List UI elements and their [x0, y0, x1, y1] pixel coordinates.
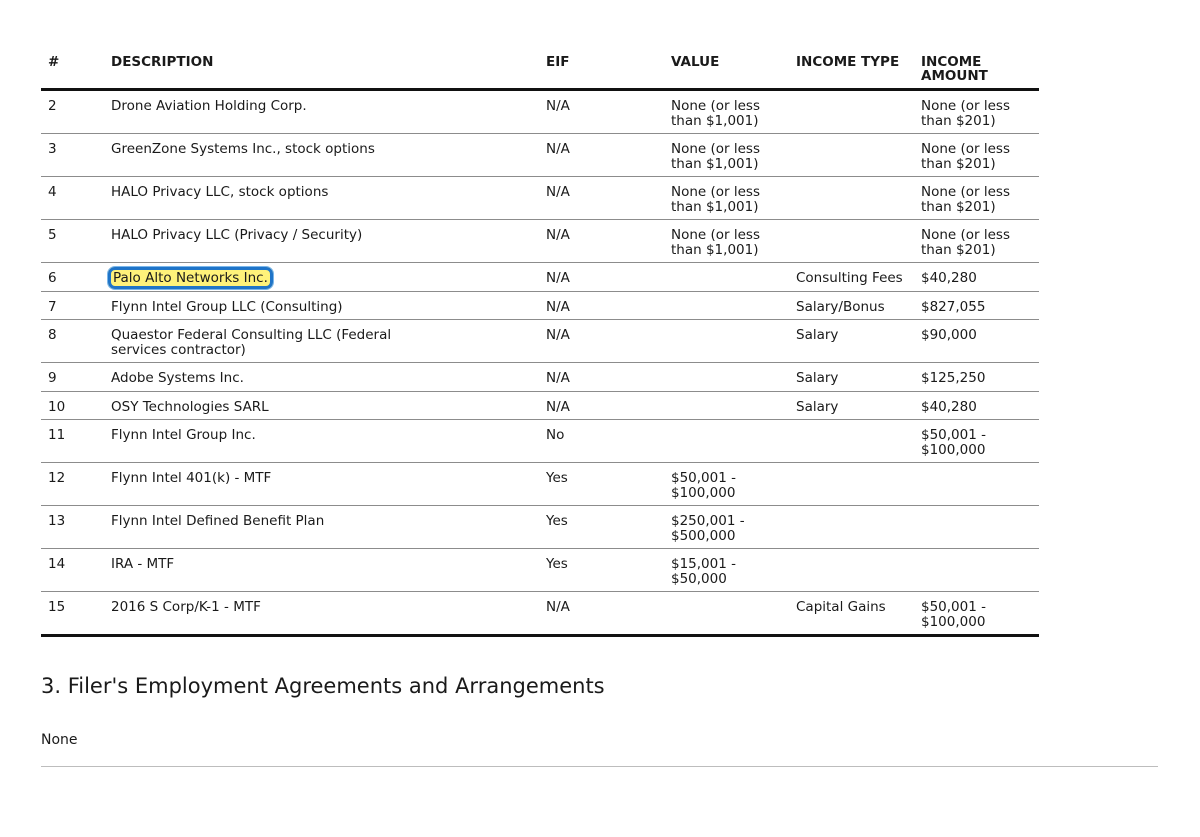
row-eif: Yes: [546, 470, 568, 486]
row-income-amount-cell: [921, 220, 1039, 263]
row-eif-cell: [546, 291, 671, 320]
row-number-cell: [41, 391, 111, 420]
row-description: Flynn Intel Group LLC (Consulting): [111, 298, 343, 315]
row-income-amount-wrap: [921, 185, 1021, 214]
header-income-type: INCOME TYPE: [796, 53, 921, 90]
row-description: Quaestor Federal Consulting LLC (Federal services contractor): [111, 327, 392, 358]
row-value-cell: [671, 391, 796, 420]
row-number: 8: [48, 327, 57, 343]
row-description: Flynn Intel Group Inc.: [111, 427, 256, 443]
row-description: IRA - MTF: [111, 556, 175, 572]
table-row: [41, 549, 1039, 592]
row-description-wrap: [111, 471, 411, 486]
row-income-amount-cell: [921, 592, 1039, 636]
table-row: [41, 90, 1039, 134]
row-description: Adobe Systems Inc.: [111, 370, 244, 386]
row-number: 2: [48, 98, 57, 114]
row-value-cell: [671, 220, 796, 263]
row-value: $15,001 - $50,000: [671, 556, 736, 587]
row-income-amount: $125,250: [921, 370, 986, 386]
row-income-amount: None (or less than $201): [921, 184, 1011, 215]
row-income-amount-cell: [921, 320, 1039, 363]
row-income-amount: $40,280: [921, 270, 977, 286]
table-row: [41, 263, 1039, 292]
row-income-amount: $50,001 - $100,000: [921, 599, 986, 630]
row-eif: Yes: [546, 513, 568, 529]
highlighted-description: Palo Alto Networks Inc.: [108, 267, 273, 289]
row-eif: Yes: [546, 556, 568, 572]
section-heading: 3. Filer's Employment Agreements and Arrangements: [41, 674, 605, 698]
row-income-type-cell: [796, 134, 921, 177]
row-income-type-cell: [796, 391, 921, 420]
row-income-amount-wrap: [921, 228, 1021, 257]
row-description: OSY Technologies SARL: [111, 398, 269, 415]
table-row: [41, 291, 1039, 320]
row-eif: N/A: [546, 599, 570, 615]
table-row: [41, 592, 1039, 636]
row-income-amount: $40,280: [921, 398, 977, 415]
row-description-cell: [111, 291, 546, 320]
row-description-cell: [111, 592, 546, 636]
header-num: #: [41, 53, 111, 90]
row-number: 12: [48, 470, 66, 486]
table-row: [41, 320, 1039, 363]
row-number-cell: [41, 320, 111, 363]
row-value-wrap: [671, 514, 771, 543]
row-description-wrap: [111, 228, 411, 243]
row-description: HALO Privacy LLC (Privacy / Security): [111, 227, 363, 243]
row-value-cell: [671, 463, 796, 506]
row-income-type: Consulting Fees: [796, 270, 903, 286]
row-value-wrap: [671, 185, 771, 214]
table-row: [41, 363, 1039, 392]
header-income-amount: [921, 53, 1039, 90]
row-income-amount-wrap: [921, 300, 1021, 315]
row-number: 13: [48, 513, 66, 529]
section-divider: [41, 766, 1158, 767]
row-value-wrap: [671, 471, 771, 500]
row-number-cell: [41, 420, 111, 463]
row-income-amount-wrap: [921, 400, 1021, 415]
row-value-cell: [671, 320, 796, 363]
table-row: [41, 220, 1039, 263]
row-income-amount-wrap: [921, 328, 1021, 343]
row-description: GreenZone Systems Inc., stock options: [111, 141, 375, 157]
header-value: VALUE: [671, 53, 796, 90]
row-eif: N/A: [546, 227, 570, 243]
row-income-amount-wrap: [921, 371, 1021, 386]
header-description: DESCRIPTION: [111, 53, 546, 90]
row-income-type-cell: [796, 320, 921, 363]
row-eif: N/A: [546, 141, 570, 157]
row-income-amount-wrap: [921, 600, 1021, 629]
row-value-cell: [671, 90, 796, 134]
row-income-amount-cell: [921, 90, 1039, 134]
row-income-type-cell: [796, 463, 921, 506]
row-income-type: Salary: [796, 398, 839, 415]
row-income-amount-wrap: [921, 428, 1021, 457]
row-number: 3: [48, 141, 57, 157]
row-description-cell: [111, 220, 546, 263]
row-income-type-cell: [796, 592, 921, 636]
row-income-type-cell: [796, 90, 921, 134]
row-description-wrap: [111, 300, 411, 315]
row-eif-cell: [546, 420, 671, 463]
header-income-amount-label: INCOME AMOUNT: [921, 54, 988, 84]
row-income-amount: $90,000: [921, 327, 977, 343]
row-description: Drone Aviation Holding Corp.: [111, 98, 307, 114]
row-income-type-cell: [796, 220, 921, 263]
row-number: 7: [48, 298, 57, 315]
row-number-cell: [41, 549, 111, 592]
row-value-cell: [671, 134, 796, 177]
row-income-type-cell: [796, 177, 921, 220]
row-value-cell: [671, 506, 796, 549]
row-eif-cell: [546, 592, 671, 636]
row-eif-cell: [546, 506, 671, 549]
row-income-type: Salary/Bonus: [796, 298, 885, 315]
row-description-cell: [111, 363, 546, 392]
row-income-type-cell: [796, 263, 921, 292]
row-description-wrap: [111, 371, 411, 386]
row-value-cell: [671, 420, 796, 463]
row-description: 2016 S Corp/K-1 - MTF: [111, 599, 261, 615]
row-eif-cell: [546, 320, 671, 363]
row-number-cell: [41, 263, 111, 292]
row-eif: N/A: [546, 327, 570, 343]
row-description: HALO Privacy LLC, stock options: [111, 184, 329, 200]
row-description-wrap: [111, 142, 411, 157]
row-value-cell: [671, 363, 796, 392]
row-description-wrap: [111, 600, 411, 615]
row-eif-cell: [546, 549, 671, 592]
row-eif-cell: [546, 177, 671, 220]
table-header-row: [41, 53, 1039, 90]
row-income-amount: None (or less than $201): [921, 141, 1011, 172]
row-value-cell: [671, 177, 796, 220]
row-description: Flynn Intel 401(k) - MTF: [111, 470, 272, 486]
row-income-amount-cell: [921, 420, 1039, 463]
row-number: 5: [48, 227, 57, 243]
row-description-wrap: [111, 271, 411, 286]
row-description-wrap: [111, 99, 411, 114]
row-eif-cell: [546, 90, 671, 134]
row-number-cell: [41, 592, 111, 636]
row-value-cell: [671, 549, 796, 592]
assets-income-table: [41, 53, 1039, 637]
row-description-cell: [111, 263, 546, 292]
row-value-cell: [671, 263, 796, 292]
row-income-amount-cell: [921, 391, 1039, 420]
table-row: [41, 177, 1039, 220]
row-number: 10: [48, 398, 66, 415]
row-number-cell: [41, 506, 111, 549]
row-description-cell: [111, 420, 546, 463]
row-eif-cell: [546, 463, 671, 506]
row-description-wrap: [111, 557, 411, 572]
row-description-cell: [111, 549, 546, 592]
row-value: None (or less than $1,001): [671, 227, 761, 258]
row-income-type: Salary: [796, 370, 839, 386]
row-number-cell: [41, 220, 111, 263]
row-number: 4: [48, 184, 57, 200]
row-description-cell: [111, 134, 546, 177]
table-row: [41, 134, 1039, 177]
row-income-amount-cell: [921, 263, 1039, 292]
row-income-amount-wrap: [921, 142, 1021, 171]
row-income-amount-cell: [921, 463, 1039, 506]
row-income-amount-cell: [921, 506, 1039, 549]
row-eif: N/A: [546, 298, 570, 315]
row-income-type: Capital Gains: [796, 599, 886, 615]
row-eif-cell: [546, 220, 671, 263]
row-income-amount-wrap: [921, 271, 1021, 286]
row-income-type-cell: [796, 420, 921, 463]
row-value: None (or less than $1,001): [671, 184, 761, 215]
row-eif: N/A: [546, 398, 570, 415]
row-eif-cell: [546, 263, 671, 292]
row-income-amount-wrap: [921, 99, 1021, 128]
row-eif: N/A: [546, 98, 570, 114]
table-row: [41, 506, 1039, 549]
row-income-amount-cell: [921, 549, 1039, 592]
row-description-cell: [111, 177, 546, 220]
row-description-wrap: [111, 185, 411, 200]
row-income-amount: None (or less than $201): [921, 227, 1011, 258]
row-value: $50,001 - $100,000: [671, 470, 736, 501]
row-number-cell: [41, 463, 111, 506]
row-description-cell: [111, 463, 546, 506]
row-description-wrap: [111, 428, 411, 443]
row-value-wrap: [671, 99, 771, 128]
row-value-cell: [671, 592, 796, 636]
row-income-amount: None (or less than $201): [921, 98, 1011, 129]
row-income-type-cell: [796, 549, 921, 592]
row-description-wrap: [111, 328, 411, 357]
row-value-wrap: [671, 557, 771, 586]
row-value: $250,001 - $500,000: [671, 513, 745, 544]
row-income-type-cell: [796, 291, 921, 320]
table-row: [41, 391, 1039, 420]
row-number-cell: [41, 90, 111, 134]
row-eif-cell: [546, 391, 671, 420]
row-income-type: Salary: [796, 327, 839, 343]
row-income-type-cell: [796, 363, 921, 392]
row-income-amount: $827,055: [921, 298, 986, 315]
row-value-wrap: [671, 228, 771, 257]
row-number: 6: [48, 270, 57, 286]
row-value: None (or less than $1,001): [671, 141, 761, 172]
row-description-cell: [111, 391, 546, 420]
row-number-cell: [41, 363, 111, 392]
section-body-text: None: [41, 732, 78, 748]
row-number: 14: [48, 556, 66, 572]
row-eif-cell: [546, 363, 671, 392]
table-row: [41, 420, 1039, 463]
row-description: Flynn Intel Defined Benefit Plan: [111, 513, 325, 529]
row-number-cell: [41, 177, 111, 220]
row-eif: N/A: [546, 270, 570, 286]
row-eif: No: [546, 427, 565, 443]
row-number: 11: [48, 427, 66, 443]
row-number: 9: [48, 370, 57, 386]
row-value-cell: [671, 291, 796, 320]
row-eif-cell: [546, 134, 671, 177]
header-eif: EIF: [546, 53, 671, 90]
row-description-wrap: [111, 400, 411, 415]
row-number: 15: [48, 599, 66, 615]
table-body: [41, 90, 1039, 636]
row-eif: N/A: [546, 184, 570, 200]
row-income-amount-cell: [921, 177, 1039, 220]
table-row: [41, 463, 1039, 506]
row-income-amount-cell: [921, 291, 1039, 320]
row-number-cell: [41, 291, 111, 320]
row-income-type-cell: [796, 506, 921, 549]
row-value-wrap: [671, 142, 771, 171]
row-number-cell: [41, 134, 111, 177]
row-income-amount-cell: [921, 363, 1039, 392]
row-description-cell: [111, 90, 546, 134]
row-description-wrap: [111, 514, 411, 529]
row-income-amount: $50,001 - $100,000: [921, 427, 986, 458]
row-description-cell: [111, 506, 546, 549]
row-eif: N/A: [546, 370, 570, 386]
row-description-cell: [111, 320, 546, 363]
row-value: None (or less than $1,001): [671, 98, 761, 129]
row-income-amount-cell: [921, 134, 1039, 177]
